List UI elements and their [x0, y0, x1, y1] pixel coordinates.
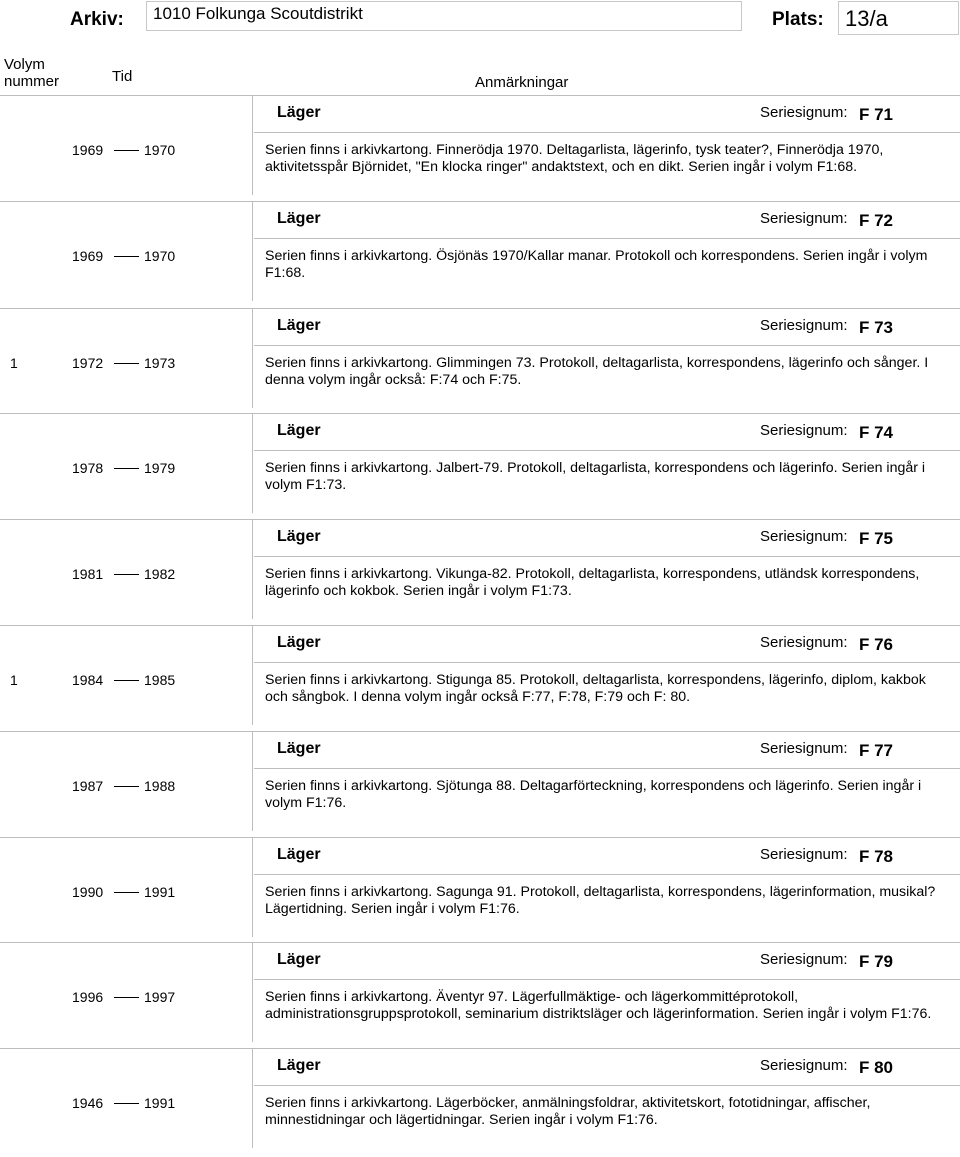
series-entry [0, 413, 960, 519]
row-separator [0, 308, 960, 309]
column-divider [252, 625, 253, 725]
seriesignum-label: Seriesignum: [760, 104, 848, 121]
row-separator [0, 731, 960, 732]
series-title: Läger [277, 634, 321, 651]
series-title: Läger [277, 1057, 321, 1074]
year-to: 1997 [144, 989, 176, 1005]
seriesignum-value: F 75 [859, 529, 894, 548]
row-separator [0, 413, 960, 414]
year-from: 1996 [72, 989, 104, 1005]
year-from: 1972 [72, 355, 104, 371]
year-from: 1984 [72, 672, 104, 688]
seriesignum-value: F 80 [859, 1058, 894, 1077]
volume-number: 1 [10, 355, 18, 371]
year-to: 1985 [144, 672, 176, 688]
year-to: 1982 [144, 566, 176, 582]
seriesignum-label: Seriesignum: [760, 740, 848, 757]
seriesignum-value: F 77 [859, 741, 894, 760]
series-entry [0, 1048, 960, 1154]
column-divider [252, 837, 253, 937]
series-title: Läger [277, 528, 321, 545]
series-entry [0, 519, 960, 625]
series-description: Serien finns i arkivkartong. Ösjönäs 1970/Kallar manar. Protokoll och korrespondens. Serien ingår i volym F1:68. [265, 248, 928, 281]
year-range-dash [114, 892, 139, 893]
year-range-dash [114, 574, 139, 575]
heading-underline [254, 768, 960, 769]
seriesignum-label: Seriesignum: [760, 1057, 848, 1074]
column-header-volym [4, 56, 59, 90]
column-header-anmarkningar: Anmärkningar [475, 74, 569, 91]
year-to: 1970 [144, 142, 176, 158]
series-description: Serien finns i arkivkartong. Lägerböcker, anmälningsfoldrar, aktivitetskort, fototidningar, affischer, minnestidningar och lägertidningar. Serien ingår i volym F1:76. [265, 1095, 871, 1128]
series-entry [0, 731, 960, 837]
series-entry [0, 625, 960, 731]
row-separator [0, 837, 960, 838]
column-divider [252, 413, 253, 513]
year-from: 1946 [72, 1095, 104, 1111]
column-divider [252, 1048, 253, 1148]
column-header-tid: Tid [112, 68, 133, 85]
row-separator [0, 519, 960, 520]
series-description: Serien finns i arkivkartong. Vikunga-82. Protokoll, deltagarlista, korrespondens, utländsk korrespondens, lägerinfo och kokbok. Serien ingår i volym F1:73. [265, 566, 920, 599]
plats-label: Plats: [772, 9, 824, 30]
column-divider [252, 95, 253, 195]
row-separator [0, 625, 960, 626]
series-description: Serien finns i arkivkartong. Sagunga 91. Protokoll, deltagarlista, korrespondens, lägerinformation, musikal? Lägertidning. Serien ingår i volym F1:76. [265, 884, 936, 917]
heading-underline [254, 450, 960, 451]
column-divider [252, 519, 253, 619]
column-header-volym-line1: Volym [4, 56, 45, 73]
column-header-volym-line2: nummer [4, 73, 60, 90]
row-separator [0, 201, 960, 202]
column-divider [252, 731, 253, 831]
series-title: Läger [277, 104, 321, 121]
year-to: 1988 [144, 778, 176, 794]
year-from: 1969 [72, 142, 104, 158]
column-divider [252, 942, 253, 1042]
seriesignum-label: Seriesignum: [760, 422, 848, 439]
series-title: Läger [277, 317, 321, 334]
year-range-dash [114, 150, 139, 151]
plats-value-field: 13/a [838, 1, 959, 35]
seriesignum-value: F 79 [859, 952, 894, 971]
column-divider [252, 308, 253, 408]
heading-underline [254, 238, 960, 239]
seriesignum-value: F 72 [859, 211, 894, 230]
series-title: Läger [277, 740, 321, 757]
heading-underline [254, 979, 960, 980]
heading-underline [254, 132, 960, 133]
series-title: Läger [277, 951, 321, 968]
heading-underline [254, 662, 960, 663]
series-description: Serien finns i arkivkartong. Finnerödja 1970. Deltagarlista, lägerinfo, tysk teater?, Finnerödja 1970, aktivitetsspår Björnidet, "En klocka ringer" andaktstext, och en dikt. Serien ingår i volym F1:68. [265, 142, 884, 175]
year-range-dash [114, 680, 139, 681]
year-to: 1970 [144, 248, 176, 264]
year-range-dash [114, 256, 139, 257]
year-to: 1991 [144, 884, 176, 900]
year-from: 1981 [72, 566, 104, 582]
series-description: Serien finns i arkivkartong. Äventyr 97. Lägerfullmäktige- och lägerkommittéprotokoll, administrationsgruppsprotokoll, seminarium distriktsläger och lägerinformation. Serien ingår i volym F1:76. [265, 989, 932, 1022]
seriesignum-label: Seriesignum: [760, 528, 848, 545]
seriesignum-label: Seriesignum: [760, 210, 848, 227]
heading-underline [254, 556, 960, 557]
series-entry [0, 308, 960, 414]
year-to: 1991 [144, 1095, 176, 1111]
volume-number: 1 [10, 672, 18, 688]
arkiv-value-field: 1010 Folkunga Scoutdistrikt [146, 1, 742, 31]
year-range-dash [114, 1103, 139, 1104]
series-title: Läger [277, 210, 321, 227]
series-description: Serien finns i arkivkartong. Glimmingen 73. Protokoll, deltagarlista, korrespondens, lägerinfo och sånger. I denna volym ingår också: F:74 och F:75. [265, 355, 929, 388]
seriesignum-label: Seriesignum: [760, 317, 848, 334]
series-entry [0, 942, 960, 1048]
series-entry [0, 201, 960, 307]
seriesignum-value: F 73 [859, 318, 894, 337]
arkiv-label: Arkiv: [70, 9, 124, 30]
column-divider [252, 201, 253, 301]
year-to: 1979 [144, 460, 176, 476]
series-title: Läger [277, 422, 321, 439]
series-description: Serien finns i arkivkartong. Jalbert-79. Protokoll, deltagarlista, korrespondens och lägerinfo. Serien ingår i volym F1:73. [265, 460, 926, 493]
heading-underline [254, 1085, 960, 1086]
series-description: Serien finns i arkivkartong. Sjötunga 88. Deltagarförteckning, korrespondens och lägerinfo. Serien ingår i volym F1:76. [265, 778, 922, 811]
series-description: Serien finns i arkivkartong. Stigunga 85. Protokoll, deltagarlista, korrespondens, lägerinfo, diplom, kakbok och sångbok. I denna volym ingår också F:77, F:78, F:79 och F: 80. [265, 672, 926, 705]
row-separator [0, 942, 960, 943]
year-range-dash [114, 997, 139, 998]
year-range-dash [114, 786, 139, 787]
seriesignum-label: Seriesignum: [760, 951, 848, 968]
seriesignum-value: F 71 [859, 105, 894, 124]
year-range-dash [114, 468, 139, 469]
seriesignum-label: Seriesignum: [760, 846, 848, 863]
archive-header [0, 0, 960, 40]
year-from: 1990 [72, 884, 104, 900]
seriesignum-label: Seriesignum: [760, 634, 848, 651]
year-from: 1987 [72, 778, 104, 794]
seriesignum-value: F 76 [859, 635, 894, 654]
heading-underline [254, 874, 960, 875]
row-separator [0, 1048, 960, 1049]
series-entry [0, 837, 960, 943]
seriesignum-value: F 78 [859, 847, 894, 866]
year-range-dash [114, 363, 139, 364]
series-entry [0, 95, 960, 201]
year-from: 1978 [72, 460, 104, 476]
year-from: 1969 [72, 248, 104, 264]
series-title: Läger [277, 846, 321, 863]
year-to: 1973 [144, 355, 176, 371]
seriesignum-value: F 74 [859, 423, 894, 442]
heading-underline [254, 345, 960, 346]
row-separator [0, 95, 960, 96]
